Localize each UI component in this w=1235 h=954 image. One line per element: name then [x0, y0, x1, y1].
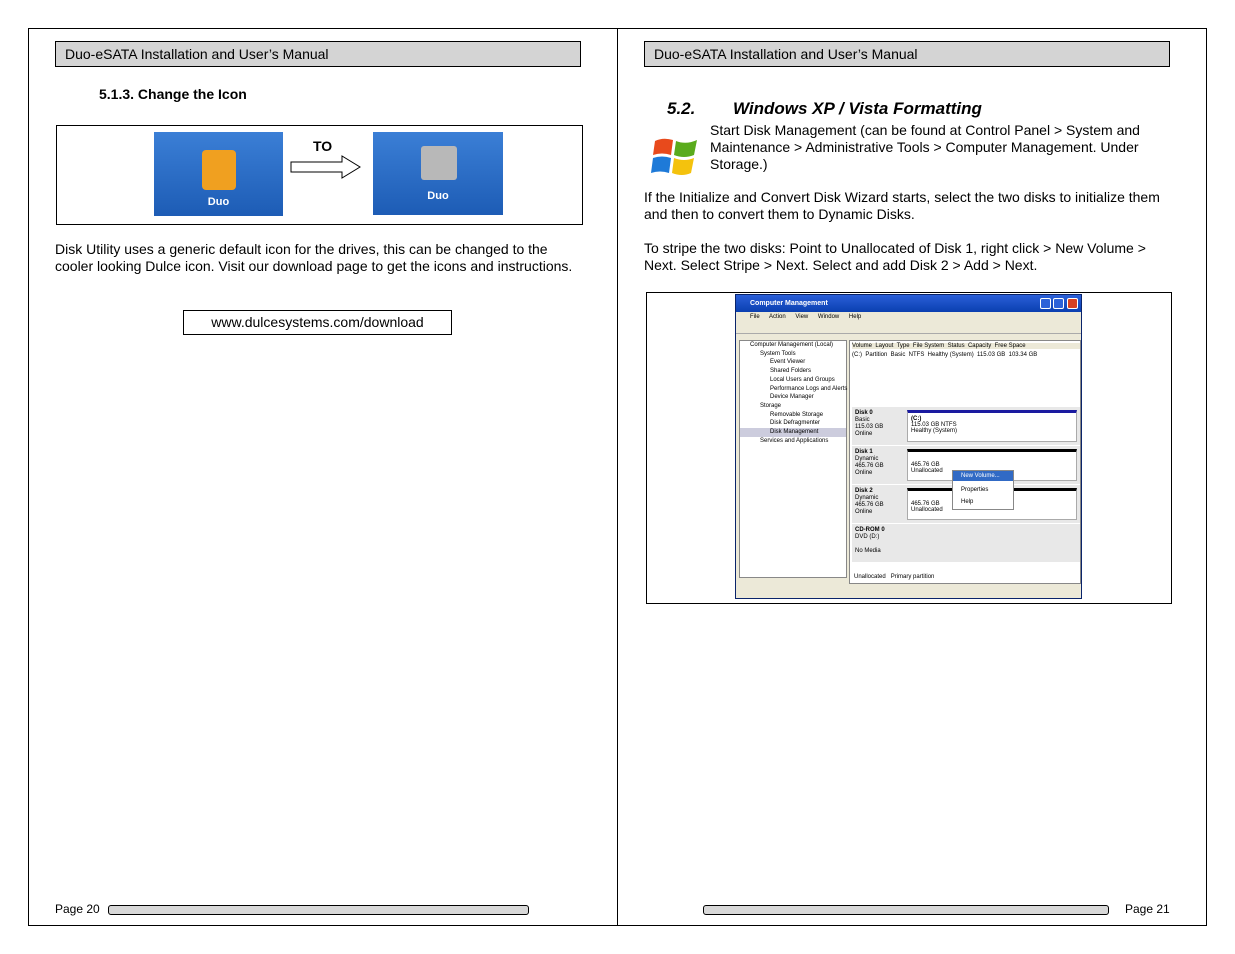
- left-footer-bar: [108, 905, 529, 915]
- tree-item[interactable]: Disk Defragmenter: [770, 420, 821, 427]
- left-body: Disk Utility uses a generic default icon for the drives, this can be changed to the cooler looking Dulce icon. Visit our download page to get the icons and instructions.: [55, 241, 573, 274]
- column-headers: Volume Layout Type File System Status Capacity Free Space: [852, 343, 1080, 349]
- section-number: 5.2.: [667, 99, 696, 118]
- context-new-volume[interactable]: New Volume...: [953, 471, 1013, 481]
- computer-management-window: [735, 294, 1082, 599]
- para-initialize: If the Initialize and Convert Disk Wizard starts, select the two disks to initialize them and then to convert them to Dynamic Disks.: [644, 189, 1160, 222]
- tree-item[interactable]: Computer Management (Local): [750, 342, 834, 348]
- window-titlebar: [736, 295, 1081, 312]
- tree-item[interactable]: Services and Applications: [760, 437, 829, 444]
- tree-item[interactable]: Event Viewer: [770, 359, 806, 366]
- arrow-right-icon: [290, 155, 362, 179]
- context-menu: [952, 470, 1014, 510]
- section-title: 5.1.3. Change the Icon: [99, 86, 247, 102]
- icon1-label: Duo: [207, 196, 230, 208]
- to-label: TO: [313, 138, 333, 154]
- disk-row[interactable]: Disk 2 Dynamic 465.76 GB Online 465.76 GB Unallocated: [852, 485, 1080, 523]
- icon2-label: Duo: [427, 190, 449, 202]
- disk-row[interactable]: Disk 0 Basic 115.03 GB Online (C:) 115.03 GB NTFS Healthy (System): [852, 407, 1080, 445]
- download-url[interactable]: www.dulcesystems.com/download: [183, 310, 452, 335]
- tree-item[interactable]: Local Users and Groups: [770, 376, 835, 383]
- legend: Unallocated Primary partition: [854, 574, 935, 580]
- context-properties[interactable]: Properties: [961, 487, 989, 493]
- disk-row[interactable]: Disk 1 Dynamic 465.76 GB Online 465.76 GB Unallocated: [852, 446, 1080, 484]
- tree-item[interactable]: Shared Folders: [770, 368, 812, 375]
- para-stripe: To stripe the two disks: Point to Unallocated of Disk 1, right click > New Volume > Next. Select Stripe > Next. Select and add Disk 2 > Add > Next.: [644, 240, 1146, 273]
- right-page-number: Page 21: [1125, 902, 1170, 916]
- menu-bar[interactable]: File Action View Window Help: [750, 314, 862, 320]
- right-header: Duo-eSATA Installation and User’s Manual: [644, 41, 1170, 67]
- window-title: Computer Management: [750, 300, 828, 307]
- maximize-icon[interactable]: [1053, 298, 1064, 309]
- tree-item[interactable]: Performance Logs and Alerts: [770, 385, 848, 392]
- intro-text: Start Disk Management (can be found at Control Panel > System and Maintenance > Administrative Tools > Computer Management. Under Storage.): [710, 122, 1140, 172]
- right-footer-bar: [703, 905, 1109, 915]
- orange-drive-icon: [154, 132, 283, 216]
- left-page-number: Page 20: [55, 902, 100, 916]
- tree-item[interactable]: System Tools: [760, 350, 796, 357]
- toolbar: [736, 322, 1081, 334]
- section-heading: Windows XP / Vista Formatting: [733, 99, 982, 118]
- disk-pane: [849, 340, 1081, 584]
- disk-row[interactable]: CD-ROM 0 DVD (D:) No Media: [852, 524, 1080, 562]
- close-icon[interactable]: [1067, 298, 1078, 309]
- volume-row[interactable]: (C:) Partition Basic NTFS Healthy (System) 115.03 GB 103.34 GB: [852, 352, 1038, 358]
- tree-item[interactable]: Storage: [760, 402, 782, 409]
- tree-item[interactable]: Device Manager: [770, 394, 814, 401]
- windows-logo-icon: [651, 133, 699, 179]
- context-help[interactable]: Help: [961, 499, 974, 505]
- tree-item[interactable]: Disk Management: [740, 428, 846, 437]
- left-header: Duo-eSATA Installation and User’s Manual: [55, 41, 581, 67]
- tree-pane: [739, 340, 847, 578]
- silver-drive-icon: [373, 132, 503, 215]
- tree-item[interactable]: Removable Storage: [770, 411, 824, 418]
- minimize-icon[interactable]: [1040, 298, 1051, 309]
